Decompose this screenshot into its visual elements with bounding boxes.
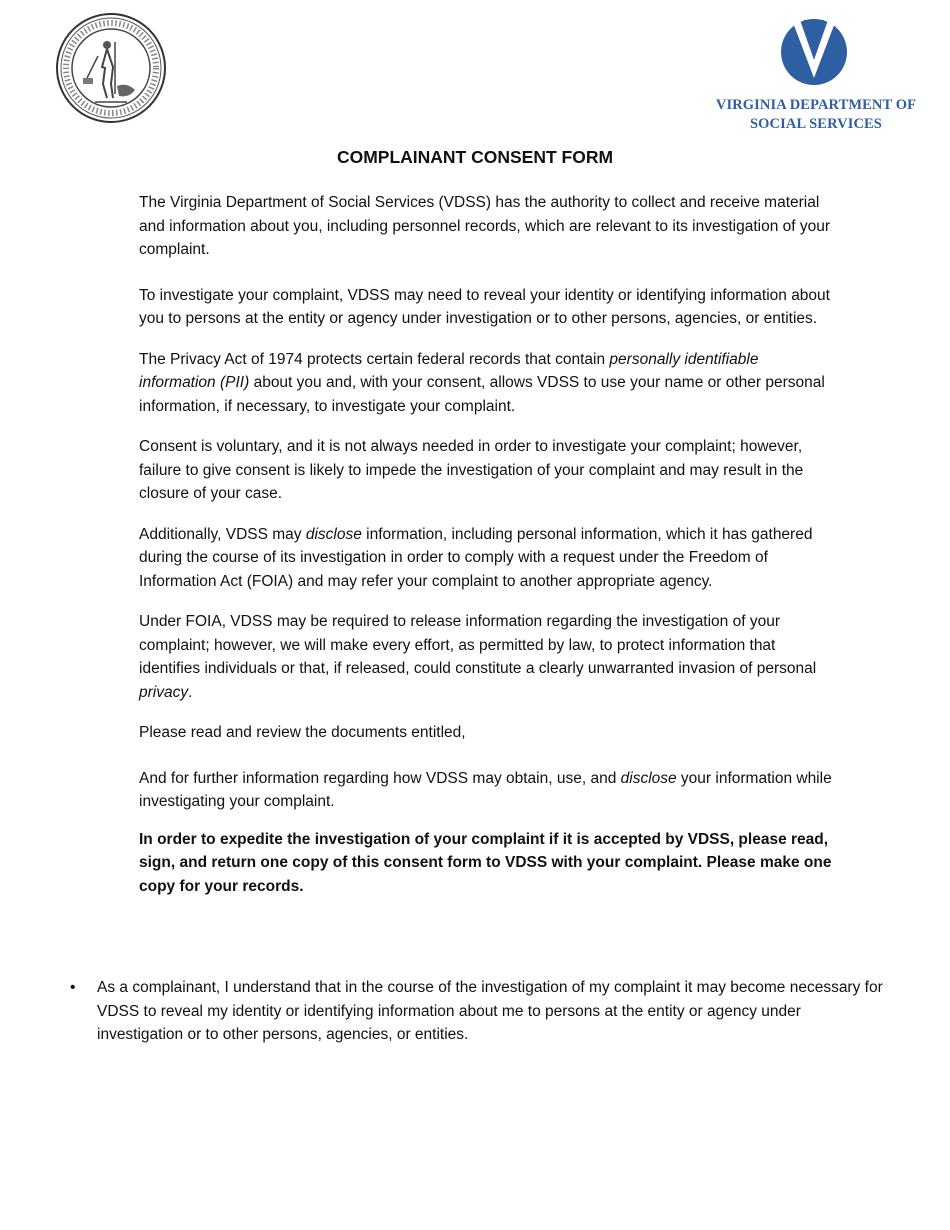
paragraph-consent: Consent is voluntary, and it is not always needed in order to investigate your complaint; however, failure to give consent is likely to impede the investigation of your complaint and may result in the closure of your case. <box>139 438 804 502</box>
org-name <box>708 96 924 134</box>
vdss-logo <box>708 16 928 136</box>
consent-statement-text: As a complainant, I understand that in the course of the investigation of my complaint it may become necessary for VDSS to reveal my identity or identifying information about me to persons at the entity or agency under investigation or to other persons, agencies, or entities. <box>97 979 883 1043</box>
consent-statements <box>70 976 885 1047</box>
paragraph-authority: The Virginia Department of Social Services (VDSS) has the authority to collect and receive material and information about you, including personnel records, which are relevant to its investigation of your complaint. <box>139 194 831 258</box>
paragraph-privacy-act: The Privacy Act of 1974 protects certain federal records that contain personally identifiable information (PII) about you and, with your consent, allows VDSS to use your name or other personal information, if necessary, to investigate your complaint. <box>139 350 825 415</box>
paragraph-disclose: Additionally, VDSS may disclose information, including personal information, which it has gathered during the course of its investigation in order to comply with a request under the Freedom of Information Act (FOIA) and may refer your complaint to another appropriate agency. <box>139 525 813 590</box>
org-name-line1: VIRGINIA DEPARTMENT OF <box>715 97 917 113</box>
paragraph-further-info: And for further information regarding how VDSS may obtain, use, and disclose your information while investigating your complaint. <box>139 769 832 810</box>
paragraph-identity: To investigate your complaint, VDSS may need to reveal your identity or identifying information about you to persons at the entity or agency under investigation or to other persons, agencies, or entities. <box>139 286 830 327</box>
list-item <box>70 976 885 1047</box>
form-body <box>139 191 839 898</box>
bullet-icon: • <box>70 979 76 996</box>
form-title: COMPLAINANT CONSENT FORM <box>336 147 614 167</box>
virginia-seal-icon <box>55 12 167 124</box>
paragraph-review: Please read and review the documents entitled, <box>139 724 466 741</box>
paragraph-foia: Under FOIA, VDSS may be required to release information regarding the investigation of your complaint; however, we will make every effort, as permitted by law, to protect information that identifies individuals or that, if released, could constitute a clearly unwarranted invasion of personal privacy. <box>139 613 817 701</box>
vdss-v-mark-icon <box>780 16 848 86</box>
org-name-line2: SOCIAL SERVICES <box>750 116 882 132</box>
paragraph-instructions: In order to expedite the investigation of your complaint if it is accepted by VDSS, please read, sign, and return one copy of this consent form to VDSS with your complaint. Please make one copy for your records. <box>139 830 832 895</box>
